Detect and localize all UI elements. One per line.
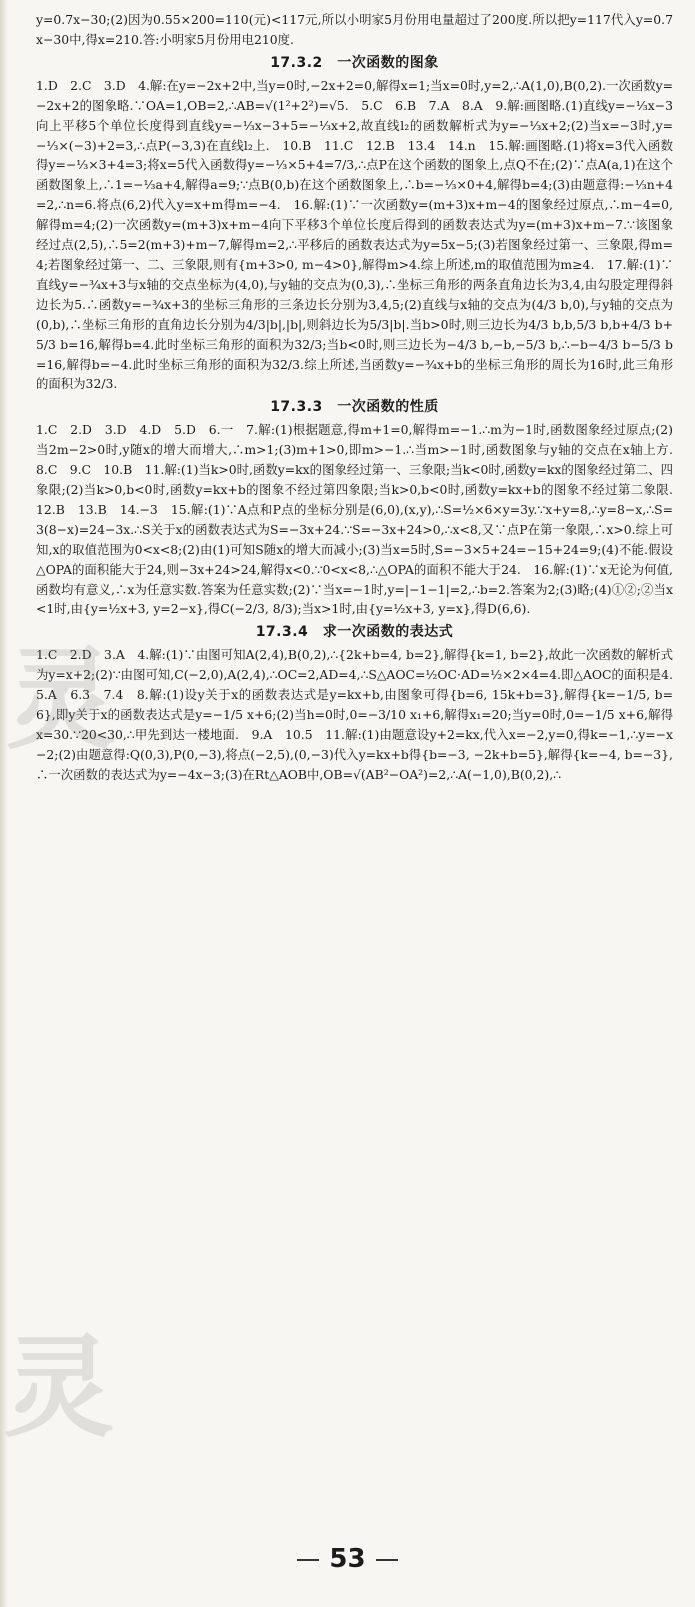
paragraph-17-3-2-answers: 1.D 2.C 3.D 4.解:在y=−2x+2中,当y=0时,−2x+2=0,解得x=1;当x=0时,y=2,∴A(1,0),B(0,2).一次函数y=−2x+2的图象略.∵OA=1,OB=2,∴AB=√(1²+2²)=√5. 5.C 6.B 7.A 8.A 9.解:画图略.(1)直线y=−⅓x−3向上平移5个单位长度得到直线y=−⅓x−3+5=−⅓x+2,故直线l₂的函数解析式为y=−⅓x+2;(2)当x=−3时,y=−⅓×(−3)+2=3,∴点P(−3,3)在直线l₂上. 10.B 11.C 12.B 13.4 14.n 15.解:画图略.(1)将x=3代入函数得y=−⅓×3+4=3;将x=5代入函数得y=−⅓×5+4=7/3,∴点P在这个函数的图象上,点Q不在;(2)∵点A(a,1)在这个函数图象上,∴1=−⅓a+4,解得a=9;∵点B(0,b)在这个函数图象上,∴b=−⅓×0+4,解得b=4;(3)由题意得:−⅓n+4=2,∴n=6.将点(6,2)代入y=x+m得m=−4. 16.解:(1)∵一次函数y=(m+3)x+m−4的图象经过原点,∴m−4=0,解得m=4;(2)一次函数y=(m+3)x+m−4向下平移3个单位长度后得到的函数表达式为y=(m+3)x+m−7.∵该图象经过点(2,5),∴5=2(m+3)+m−7,解得m=2,∴平移后的函数表达式为y=5x−5;(3)若图象经过第一、三象限,得m=4;若图象经过第一、二、三象限,则有{m+3>0, m−4>0},解得m>4.综上所述,m的取值范围为m≥4. 17.解:(1)∵直线y=−¾x+3与x轴的交点坐标为(4,0),与y轴的交点为(0,3),∴坐标三角形的两条直角边长为3,4,由勾股定理得斜边长为5.∴函数y=−¾x+3的坐标三角形的三条边长分别为3,4,5;(2)直线与x轴的交点为(4/3 b,0),与y轴的交点为(0,b),∴坐标三角形的直角边长分别为4/3|b|,|b|,则斜边长为5/3|b|.当b>0时,则三边长为4/3 b,b,5/3 b,b+4/3 b+5/3 b=16,解得b=4.此时坐标三角形的面积为32/3;当b<0时,则三边长为−4/3 b,−b,−5/3 b,∴−b−4/3 b−5/3 b=16,解得b=−4.此时坐标三角形的面积为32/3.综上所述,当函数y=−¾x+b的坐标三角形的周长为16时,此三角形的面积为32/3. bbox=[36, 77, 673, 392]
page-number-dash-left bbox=[297, 1559, 319, 1561]
watermark-bottom: 灵 bbox=[4, 1324, 114, 1452]
paragraph-17-3-4-answers: 1.C 2.D 3.A 4.解:(1)∵由图可知A(2,4),B(0,2),∴{2k+b=4, b=2},解得{k=1, b=2},故此一次函数的解析式为y=x+2;(2)∵由图可知,C(−2,0),A(2,4),∴OC=2,AD=4,∴S△AOC=½OC·AD=½×2×4=4.即△AOC的面积是4. 5.A 6.3 7.4 8.解:(1)设y关于x的函数表达式是y=kx+b,由图象可得{b=6, 15k+b=3},解得{k=−1/5, b=6},即y关于x的函数表达式是y=−1/5 x+6;(2)当h=0时,0=−3/10 x₁+6,解得x₁=20;当y=0时,0=−1/5 x+6,解得x=30.∵20<30,∴甲先到达一楼地面. 9.A 10.5 11.解:(1)由题意设y+2=kx,代入x=−2,y=0,得k=−1,∴y=−x−2;(2)由题意得:Q(0,3),P(0,−3),将点(−2,5),(0,−3)代入y=kx+b得{b=−3, −2k+b=5},解得{k=−4, b=−3},∴一次函数的表达式为y=−4x−3;(3)在Rt△AOB中,OB=√(AB²−OA²)=2,∴A(−1,0),B(0,2),∴ bbox=[36, 647, 686, 782]
page-number-dash-right bbox=[376, 1559, 398, 1561]
paragraph-17-3-3-answers: 1.C 2.D 3.D 4.D 5.D 6.一 7.解:(1)根据题意,得m+1=0,解得m=−1.∴m为−1时,函数图象经过原点;(2)当2m−2>0时,y随x的增大而增大,∴m>1;(3)m+1>0,即m>−1.∴当m>−1时,函数图象与y轴的交点在x轴上方. 8.C 9.C 10.B 11.解:(1)当k>0时,函数y=kx的图象经过第一、三象限;当k<0时,函数y=kx的图象经过第二、四象限;(2)当k>0,b<0时,函数y=kx+b的图象不经过第四象限;当k>0,b<0时,函数y=kx+b的图象不经过第二象限. 12.B 13.B 14.−3 15.解:(1)∵A点和P点的坐标分别是(6,0),(x,y),∴S=½×6×y=3y.∵x+y=8,∴y=8−x,∴S=3(8−x)=24−3x.∴S关于x的函数表达式为S=−3x+24.∵S=−3x+24>0,∴x<8,又∵点P在第一象限,∴x>0.综上可知,x的取值范围为0<x<8;(2)由(1)可知S随x的增大而减小;(3)当x=5时,S=−3×5+24=−15+24=9;(4)不能.假设△OPA的面积能大于24,则−3x+24>24,解得x<0.∵0<x<8,∴△OPA的面积不能大于24. 16.解:(1)∵x无论为何值,函数均有意义,∴x为任意实数.答案为任意实数;(2)∵当x=−1时,y=|−1−1|=2,∴b=2.答案为2;(3)略;(4)①②;②当x<1时,由{y=½x+3, y=2−x},得C(−2/3, 8/3);当x>1时,由{y=½x+3, y=x},得D(6,6). bbox=[36, 422, 686, 617]
page-number bbox=[0, 1544, 695, 1574]
answer-content bbox=[36, 10, 686, 785]
watermark-top: 灵 bbox=[6, 636, 116, 764]
section-title-17-3-3: 17.3.3 一次函数的性质 bbox=[270, 399, 439, 416]
paragraph-continuation: y=0.7x−30;(2)因为0.55×200=110(元)<117元,所以小明家5月份用电量超过了200度.所以把y=117代入y=0.7x−30中,得x=210.答:小明家5月份用电210度. bbox=[36, 12, 673, 47]
section-title-17-3-2: 17.3.2 一次函数的图象 bbox=[270, 54, 439, 71]
page-number-value: 53 bbox=[329, 1544, 366, 1574]
section-title-17-3-4: 17.3.4 求一次函数的表达式 bbox=[255, 624, 454, 641]
binding-edge bbox=[0, 0, 8, 1607]
